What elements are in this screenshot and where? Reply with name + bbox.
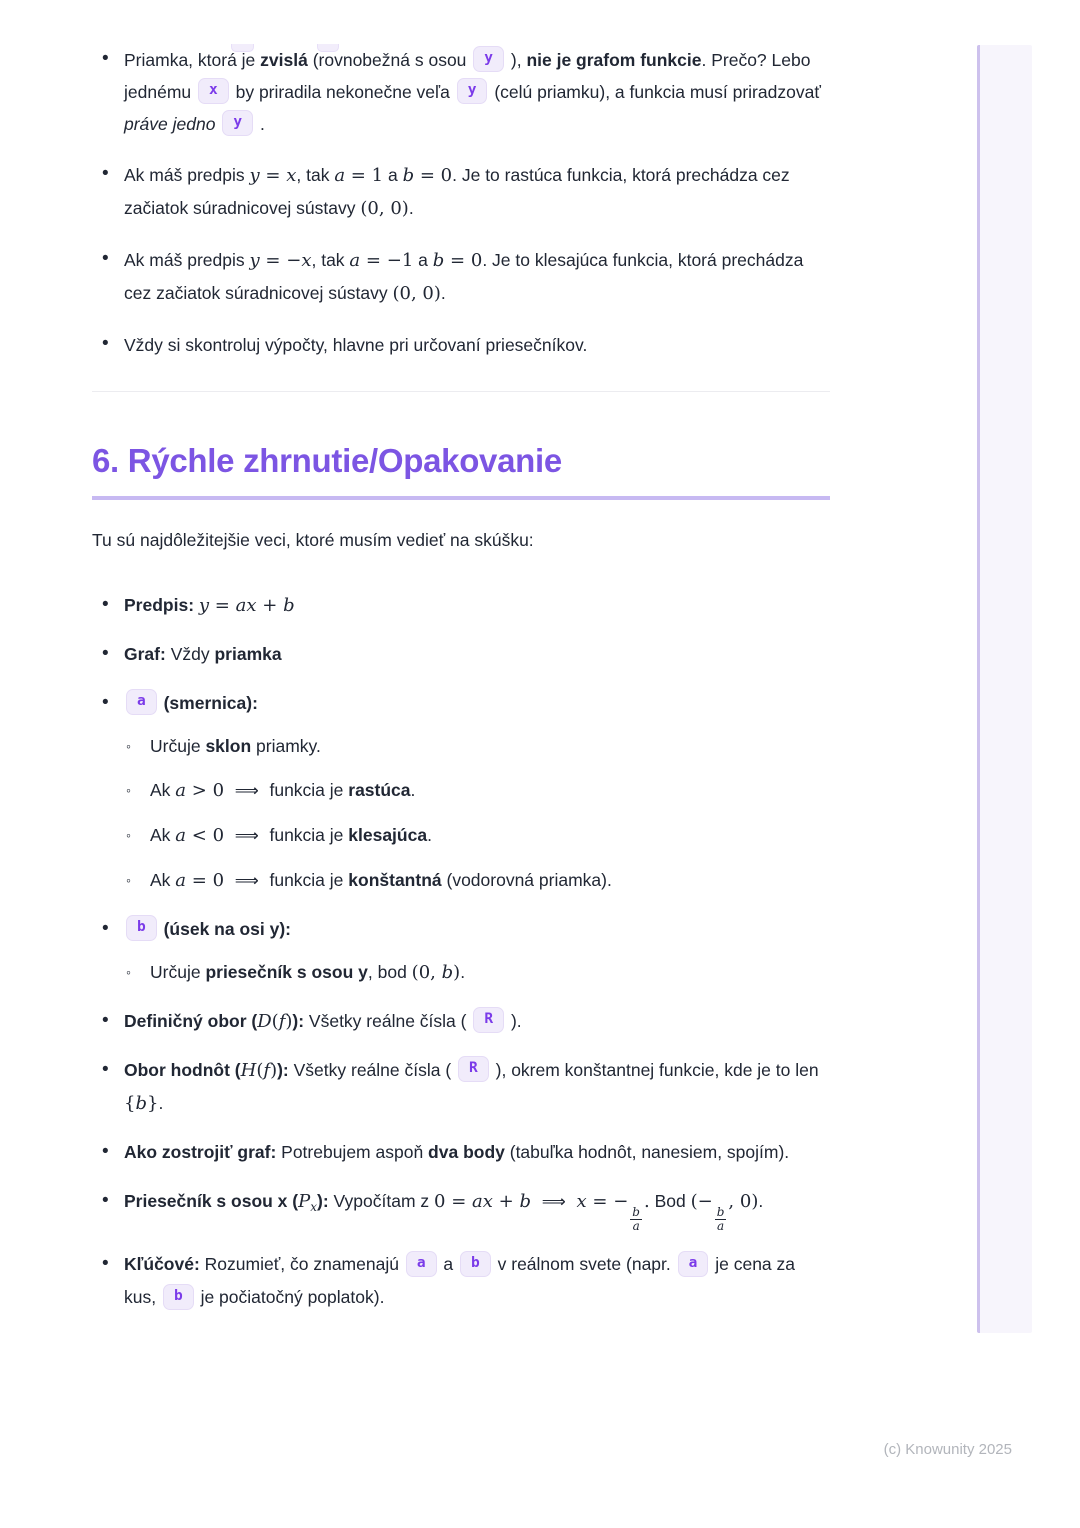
list-item-text — [124, 1054, 830, 1120]
text-segment: a — [438, 1254, 459, 1275]
text-segment: . Prečo? Lebo jednému — [124, 50, 811, 102]
list-item — [92, 159, 830, 225]
list-item-text — [124, 159, 830, 225]
sub-list — [124, 956, 830, 989]
text-segment: , tak — [311, 250, 350, 270]
text-segment: Určuje — [150, 736, 206, 756]
text-segment: . Je to rastúca funkcia, ktorá prechádza cez začiatok súradnicovej sústavy — [124, 165, 790, 218]
text-segment: . — [440, 283, 446, 303]
list-item-text — [124, 1005, 830, 1038]
text-segment: Predpis: — [124, 595, 199, 615]
list-item — [92, 1185, 830, 1232]
inline-code-badge: y — [457, 78, 488, 104]
text-segment: y — [198, 595, 210, 616]
text-segment: b — [432, 250, 445, 271]
text-segment: } — [147, 1093, 159, 1114]
copyright-footer: (c) Knowunity 2025 — [883, 1441, 1012, 1458]
text-segment: Kľúčové: — [124, 1254, 200, 1275]
text-segment: Obor hodnôt ( — [124, 1060, 241, 1080]
text-segment: = 0 — [186, 870, 225, 891]
text-segment: ), — [506, 50, 527, 70]
text-segment: (úsek na osi y): — [158, 919, 291, 939]
text-segment: x — [286, 165, 297, 186]
text-segment: a — [349, 250, 361, 271]
text-segment: zvislá — [260, 50, 308, 70]
inline-code-badge: a — [126, 689, 157, 715]
list-item — [92, 1136, 830, 1169]
list-item — [92, 244, 830, 310]
inline-code-badge: y — [222, 110, 253, 136]
text-segment: by priradila nekonečne veľa — [230, 82, 455, 102]
inline-code-badge: b — [126, 915, 157, 941]
text-segment: = — [209, 595, 236, 616]
text-segment: Potrebujem aspoň — [276, 1142, 429, 1162]
bullet-marker: • — [102, 1141, 109, 1162]
text-segment: x — [576, 1191, 587, 1212]
text-segment: . — [255, 114, 265, 134]
text-segment: ) — [285, 1011, 293, 1032]
text-segment: Ak máš predpis — [124, 165, 250, 185]
sub-list — [124, 730, 830, 897]
text-segment: (rovnobežná s osou — [307, 50, 472, 70]
text-segment: je cena za kus, — [124, 1254, 796, 1308]
text-segment: = 1 — [345, 165, 384, 186]
list-item — [92, 329, 830, 361]
sub-list-item — [124, 956, 830, 989]
list-item — [92, 1054, 830, 1120]
text-segment: ⟹ — [224, 780, 270, 800]
text-segment: b — [402, 165, 415, 186]
text-segment: Vždy si skontroluj výpočty, hlavne pri určovaní priesečníkov. — [124, 335, 588, 355]
text-segment: H — [240, 1060, 257, 1081]
text-segment: + — [256, 595, 284, 616]
list-item — [92, 1248, 830, 1314]
list-item-text — [150, 730, 830, 762]
text-segment: < 0 — [186, 825, 225, 846]
bullet-marker: ◦ — [126, 738, 131, 754]
text-segment: . — [758, 1191, 764, 1211]
text-segment: (− — [690, 1191, 713, 1212]
bullet-marker: • — [102, 1253, 109, 1275]
sub-list-item — [124, 819, 830, 852]
text-segment: (smernica): — [158, 693, 258, 713]
sub-list-item — [124, 864, 830, 897]
text-segment: nie je grafom funkcie — [526, 50, 702, 70]
text-segment: priesečník s osou y — [205, 962, 368, 982]
notes-bullet-list — [92, 44, 830, 361]
list-item-text — [150, 774, 830, 807]
text-segment: . — [643, 1191, 650, 1212]
text-segment: = 0 — [444, 250, 483, 271]
sub-list-item — [124, 774, 830, 807]
text-segment: b — [283, 595, 295, 616]
text-segment: v reálnom svete (napr. — [492, 1254, 676, 1275]
text-segment: + — [492, 1191, 520, 1212]
text-segment: je počiatočný poplatok). — [195, 1287, 385, 1308]
text-segment: . — [427, 825, 432, 845]
text-segment: . — [408, 198, 414, 218]
bullet-marker: ◦ — [126, 782, 131, 798]
bullet-marker: • — [102, 1190, 109, 1211]
text-segment: ): — [317, 1191, 329, 1211]
text-segment: ( — [256, 1060, 264, 1081]
list-item-text — [150, 819, 830, 852]
text-segment: Graf: — [124, 644, 171, 664]
text-segment: . — [410, 780, 416, 800]
text-segment: Ak — [150, 825, 176, 845]
list-item — [92, 687, 830, 897]
list-item-text — [124, 1136, 830, 1169]
text-segment: konštantná — [348, 870, 442, 890]
bullet-marker: • — [102, 643, 109, 664]
text-segment: = −1 — [360, 250, 414, 271]
text-segment: Ak — [150, 870, 176, 890]
text-segment: y — [249, 250, 260, 271]
text-segment: = − — [586, 1191, 629, 1212]
text-segment: Priesečník s osou x ( — [124, 1191, 299, 1211]
summary-bullet-list — [92, 589, 830, 1314]
text-segment: (celú priamku), a funkcia musí priradzovať — [489, 82, 821, 102]
text-segment: x — [310, 1200, 318, 1214]
text-segment: sklon — [205, 736, 252, 756]
text-segment: a — [175, 870, 187, 891]
text-segment: , 0) — [728, 1191, 759, 1212]
bullet-marker: ◦ — [126, 827, 131, 843]
side-page-strip — [977, 45, 1032, 1333]
text-segment: (vodorovná priamka). — [441, 870, 612, 890]
text-segment: ax — [472, 1191, 493, 1212]
section-intro-text: Tu sú najdôležitejšie veci, ktoré musím vedieť na skúšku: — [92, 530, 534, 550]
text-segment: priamka — [214, 644, 282, 664]
text-segment: a — [383, 165, 403, 185]
text-segment: Priamka, ktorá je — [124, 50, 261, 70]
text-segment: Ak — [150, 780, 176, 800]
inline-code-badge: a — [678, 1251, 709, 1277]
bullet-marker: • — [102, 594, 109, 615]
text-segment: dva body — [428, 1142, 505, 1162]
text-segment: Určuje — [150, 962, 206, 982]
list-item-text — [150, 956, 830, 989]
bullet-marker: • — [102, 333, 109, 354]
bullet-marker: ◦ — [126, 964, 131, 980]
text-segment: Vždy — [170, 644, 215, 664]
list-item-text — [124, 687, 830, 720]
text-segment: Všetky reálne čísla ( — [304, 1011, 472, 1031]
text-segment: rastúca — [348, 780, 411, 800]
text-segment: (0, 0) — [392, 283, 441, 304]
text-segment: práve jedno — [124, 114, 216, 134]
text-segment: b — [519, 1191, 532, 1212]
text-segment: ⟹ — [224, 825, 270, 845]
text-segment: Ako zostrojiť graf: — [124, 1142, 277, 1162]
section-heading: 6. Rýchle zhrnutie/Opakovanie — [92, 442, 830, 500]
list-item-text — [124, 1248, 830, 1314]
list-item — [92, 44, 830, 140]
text-segment: ): — [292, 1011, 305, 1031]
bullet-marker: • — [102, 248, 109, 269]
list-item-text — [124, 913, 830, 946]
text-segment: = 0 — [414, 165, 453, 186]
text-segment: b — [135, 1093, 148, 1114]
text-segment: Bod — [649, 1191, 691, 1211]
list-item — [92, 913, 830, 989]
list-item — [92, 638, 830, 671]
text-segment: . Je to klesajúca funkcia, ktorá prechádza cez začiatok súradnicovej sústavy — [124, 250, 804, 303]
math-fraction: $\frac{b}{a}$ — [716, 1205, 725, 1233]
text-segment: , tak — [296, 165, 335, 185]
text-segment: ( — [271, 1011, 279, 1032]
bullet-marker: ◦ — [126, 872, 131, 888]
text-segment: Definičný obor ( — [124, 1011, 258, 1031]
bullet-marker: • — [102, 1059, 109, 1080]
text-segment: ), okrem konštantnej funkcie, kde je to len — [490, 1060, 819, 1080]
text-segment: ) — [270, 1060, 278, 1081]
text-segment: funkcia je — [269, 825, 349, 845]
list-item-text — [124, 329, 830, 361]
text-segment: Vypočítam z — [328, 1191, 435, 1211]
text-segment: ⟹ — [531, 1191, 577, 1211]
text-segment: ) — [453, 962, 461, 983]
inline-code-badge: R — [458, 1056, 489, 1082]
bullet-marker: • — [102, 1010, 109, 1031]
text-segment: ax — [235, 595, 257, 616]
text-segment: (0, — [411, 962, 442, 983]
text-segment: , bod — [367, 962, 412, 982]
text-segment: f — [278, 1011, 286, 1032]
text-segment: ): — [277, 1060, 289, 1080]
section-divider — [92, 391, 830, 392]
text-segment: D — [257, 1011, 272, 1032]
text-segment: a — [175, 825, 187, 846]
bullet-marker: • — [102, 692, 109, 713]
list-item-text — [124, 1185, 830, 1232]
text-segment: { — [124, 1093, 136, 1114]
text-segment: (tabuľka hodnôt, nanesiem, spojím). — [504, 1142, 790, 1162]
inline-code-badge: y — [473, 46, 504, 72]
text-segment: ⟹ — [224, 870, 270, 890]
text-segment: Všetky reálne čísla ( — [288, 1060, 457, 1080]
text-segment — [215, 114, 220, 134]
inline-code-badge: R — [473, 1007, 504, 1033]
text-segment: . — [460, 962, 466, 982]
list-item-text — [150, 864, 830, 897]
text-segment: P — [298, 1191, 311, 1212]
text-segment: funkcia je — [269, 780, 349, 800]
text-segment: Rozumieť, čo znamenajú — [199, 1254, 404, 1275]
bullet-marker: • — [102, 918, 109, 939]
list-item — [92, 589, 830, 622]
text-segment: 0 = — [434, 1191, 473, 1212]
text-segment: (0, 0) — [360, 198, 409, 219]
inline-code-badge: b — [163, 1284, 194, 1310]
text-segment: = − — [259, 250, 302, 271]
text-segment: a — [175, 780, 187, 801]
inline-code-badge: b — [460, 1251, 491, 1277]
inline-code-badge: a — [406, 1251, 437, 1277]
text-segment: funkcia je — [269, 870, 349, 890]
document-content — [92, 44, 830, 1330]
text-segment: f — [263, 1060, 271, 1081]
text-segment: . — [158, 1093, 164, 1113]
text-segment: priamky. — [251, 736, 321, 756]
text-segment: x — [301, 250, 312, 271]
bullet-marker: • — [102, 48, 109, 69]
text-segment: Ak máš predpis — [124, 250, 250, 270]
text-segment: y — [249, 165, 260, 186]
list-item-text — [124, 589, 830, 622]
text-segment: a — [334, 165, 346, 186]
text-segment: > 0 — [186, 780, 225, 801]
inline-code-badge: x — [198, 78, 229, 104]
text-segment: b — [441, 962, 454, 983]
list-item — [92, 1005, 830, 1038]
list-item-text — [124, 638, 830, 671]
text-segment: a — [413, 250, 433, 270]
math-fraction: $\frac{b}{a}$ — [632, 1205, 640, 1233]
text-segment: klesajúca — [348, 825, 428, 845]
list-item-text — [124, 244, 830, 310]
text-segment: ). — [506, 1011, 522, 1031]
sub-list-item — [124, 730, 830, 762]
bullet-marker: • — [102, 163, 109, 184]
list-item-text — [124, 44, 830, 140]
text-segment: = — [259, 165, 287, 186]
